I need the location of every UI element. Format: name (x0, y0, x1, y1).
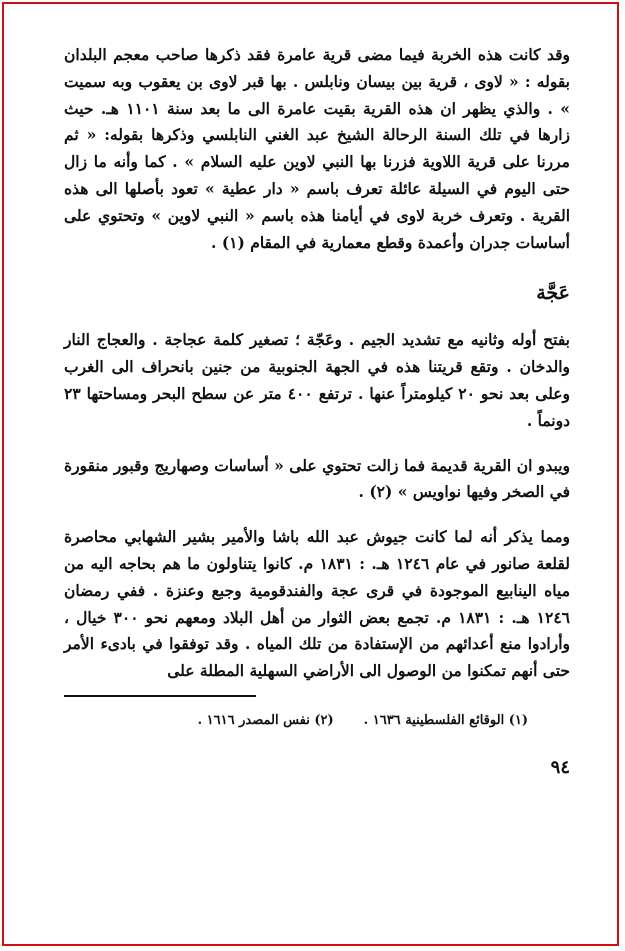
page-content (64, 42, 570, 781)
paragraph-ajja-etymology: بفتح أوله وثانيه مع تشديد الجيم . وعَجّة ؛ تصغير كلمة عجاجة . والعجاج النار والدخان . وتقع قريتنا هذه في الجهة الجنوبية من جنين بانحراف الى الغرب وعلى بعد نحو ٢٠ كيلومتراً عنها . ترتفع ٤٠٠ متر عن سطح البحر ومساحتها ٢٣ دونماً . (64, 330, 570, 430)
paragraph-ajja-antiquities: ويبدو ان القرية قديمة فما زالت تحتوي على « أساسات وصهاريج وقبور منقورة في الصخر وفيها نواويس » (٢) . (64, 455, 570, 502)
footnote-divider (64, 695, 256, 697)
footnote-1: (١) الوقائع الفلسطينية ١٦٣٦ . (363, 712, 528, 728)
footnote-2: (٢) نفس المصدر ١٦١٦ . (197, 712, 334, 728)
section-heading: عَجَّة (536, 282, 570, 305)
page-frame (2, 2, 619, 946)
page-number: ٩٤ (550, 756, 570, 778)
paragraph-khirbat-lawa: وقد كانت هذه الخربة فيما مضى قرية عامرة فقد ذكرها صاحب معجم البلدان بقوله : « لاوى ، قرية بين بيسان ونابلس . بها قبر لاوى بن يعقوب وبه سميت » . والذي يظهر ان هذه القرية بقيت عامرة الى ما بعد سنة ١١٠١ هـ. حيث زارها في تلك السنة الرحالة الشيخ عبد الغني النابلسي وذكرها بقوله: « ثم مررنا على قرية اللاوية فزرنا بها النبي لاوين عليه السلام » . كما وأنه ما زال حتى اليوم في السيلة عائلة تعرف باسم « دار عطية » تعود بأصلها الى هذه القرية . وتعرف خربة لاوى في أيامنا هذه باسم « النبي لاوين » وتحتوي على أساسات جدران وأعمدة وقطع معمارية في المقام (١) . (64, 45, 570, 252)
footnotes (64, 711, 528, 731)
paragraph-ajja-history: ومما يذكر أنه لما كانت جيوش عبد الله باشا والأمير بشير الشهابي محاصرة لقلعة صانور في عام ١٢٤٦ هـ. : ١٨٣١ م. كانوا يتناولون ما هم بحاجه اليه من مياه الينابيع الموجودة في قرى عجة والفندقومية وجبع وعنزة . ففي رمضان ١٢٤٦ هـ. : ١٨٣١ م. تجمع بعض الثوار من أهل البلاد ومعهم نحو ٣٠٠ خيال ، وأرادوا منع أعدائهم من الإستفادة من تلك المياه . وقد توفقوا في بادىء الأمر حتى أنهم تمكنوا من الوصول الى الأراضي السهلية المطلة على (64, 527, 570, 681)
